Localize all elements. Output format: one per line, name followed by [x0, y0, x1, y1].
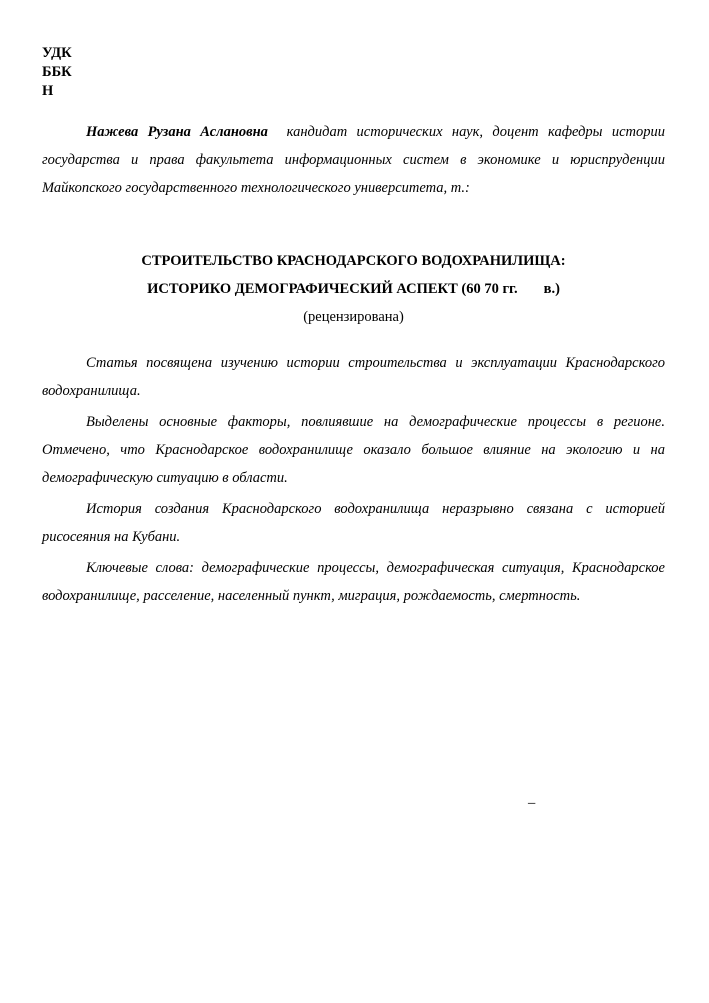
review-status: (рецензирована) — [303, 309, 404, 325]
article-title-line-1: СТРОИТЕЛЬСТВО КРАСНОДАРСКОГО ВОДОХРАНИЛИЩА: — [141, 253, 566, 269]
abstract-paragraph-3: История создания Краснодарского водохранилища неразрывно связана с историей рисосеяния на Кубани. — [42, 501, 665, 545]
author-name: Нажева Рузана Аслановна — [86, 124, 268, 140]
bbk-code: ББК — [42, 64, 72, 80]
abstract-paragraph-1: Статья посвящена изучению истории строительства и эксплуатации Краснодарского водохранилища. — [42, 355, 665, 399]
author-description: кандидат исторических наук, доцент кафедры истории государства и права факультета информационных систем в экономике и юриспруденции Майкопского государственного технологического университета, т.: — [42, 124, 665, 196]
author-info — [42, 118, 665, 202]
classification-codes — [42, 44, 72, 101]
abstract-paragraph-2: Выделены основные факторы, повлиявшие на демографические процессы в регионе. Отмечено, что Краснодарское водохранилище оказало большое влияние на экологию и на демографическую ситуацию в области. — [42, 414, 665, 486]
article-title-line-2-end: в.) — [543, 281, 560, 297]
footer-dash: – — [528, 795, 536, 811]
udk-code: УДК — [42, 45, 72, 61]
abstract — [42, 349, 665, 613]
author-mark: Н — [42, 83, 54, 99]
article-title-line-2 — [42, 275, 665, 303]
keywords: Ключевые слова: демографические процессы, демографическая ситуация, Краснодарское водохранилище, расселение, населенный пункт, миграция, рождаемость, смертность. — [42, 560, 665, 604]
article-title-line-2-main: ИСТОРИКО ДЕМОГРАФИЧЕСКИЙ АСПЕКТ (60 70 гг. — [147, 281, 518, 297]
